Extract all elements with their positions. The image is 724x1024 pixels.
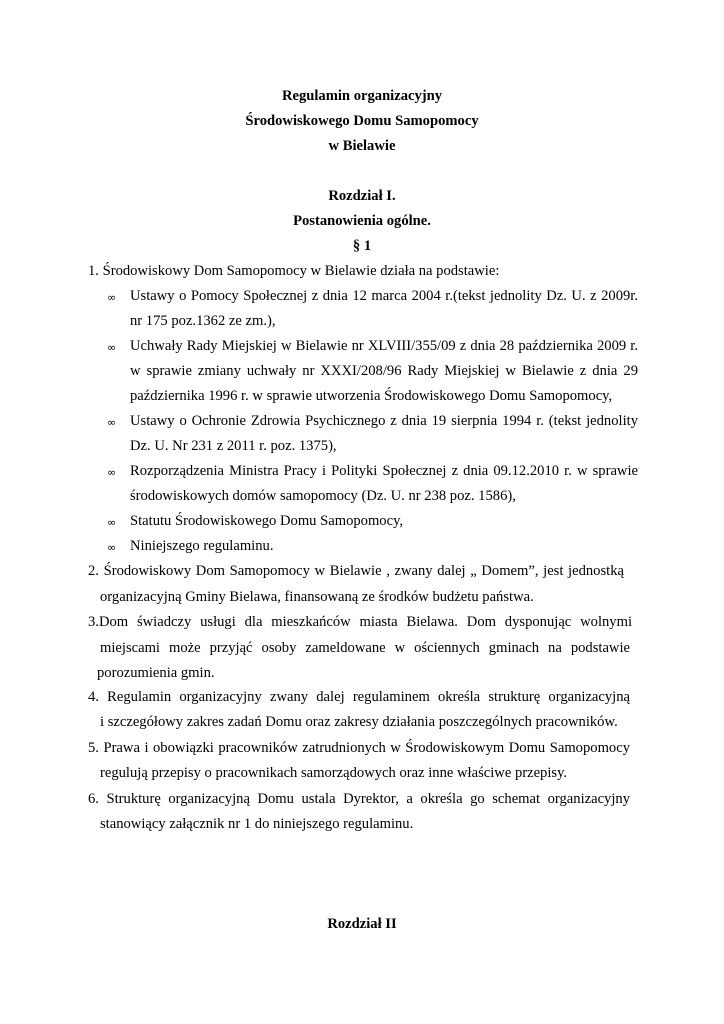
list-item-line: października 1996 r. w sprawie utworzenia Środowiskowego Domu Samopomocy, bbox=[130, 388, 613, 404]
section-1-mark: § 1 bbox=[352, 238, 372, 254]
point-6-line: stanowiący załącznik nr 1 do niniejszego regulaminu. bbox=[100, 816, 414, 832]
point-2-line: organizacyjną Gminy Bielawa, finansowaną ze środków budżetu państwa. bbox=[100, 589, 534, 605]
list-item-line: Niniejszego regulaminu. bbox=[130, 538, 274, 554]
point-1-intro: 1. Środowiskowy Dom Samopomocy w Bielawie działa na podstawie: bbox=[88, 263, 500, 279]
list-item-line: Uchwały Rady Miejskiej w Bielawie nr XLVIII/355/09 z dnia 28 października 2009 r. bbox=[130, 338, 638, 354]
list-item-line: środowiskowych domów samopomocy (Dz. U. nr 238 poz. 1586), bbox=[130, 488, 516, 504]
bullet-icon: ∞ bbox=[107, 291, 117, 304]
list-item-line: Ustawy o Ochronie Zdrowia Psychicznego z dnia 19 sierpnia 1994 r. (tekst jednolity bbox=[130, 413, 638, 429]
point-3-line: miejscami może przyjąć osoby zameldowane w ościennych gminach na podstawie bbox=[100, 640, 630, 656]
bullet-icon: ∞ bbox=[107, 341, 117, 354]
point-4-line: i szczegółowy zakres zadań Domu oraz zakresy działania poszczególnych pracowników. bbox=[100, 714, 618, 730]
point-5-line: 5. Prawa i obowiązki pracowników zatrudnionych w Środowiskowym Domu Samopomocy bbox=[88, 740, 630, 756]
document-title-line-1: Regulamin organizacyjny bbox=[281, 88, 443, 104]
document-title-line-2: Środowiskowego Domu Samopomocy bbox=[245, 113, 479, 129]
document-title-line-3: w Bielawie bbox=[328, 138, 396, 154]
bullet-icon: ∞ bbox=[107, 416, 117, 429]
point-4-line: 4. Regulamin organizacyjny zwany dalej regulaminem określa strukturę organizacyjną bbox=[88, 689, 630, 705]
list-item-line: nr 175 poz.1362 ze zm.), bbox=[130, 313, 276, 329]
point-5-line: regulują przepisy o pracownikach samorządowych oraz inne właściwe przepisy. bbox=[100, 765, 568, 781]
point-2-line: 2. Środowiskowy Dom Samopomocy w Bielawie , zwany dalej „ Domem”, jest jednostką bbox=[88, 563, 624, 579]
point-3-line: porozumienia gmin. bbox=[97, 665, 215, 681]
bullet-icon: ∞ bbox=[107, 516, 117, 529]
point-6-line: 6. Strukturę organizacyjną Domu ustala Dyrektor, a określa go schemat organizacyjny bbox=[88, 791, 630, 807]
list-item-line: Dz. U. Nr 231 z 2011 r. poz. 1375), bbox=[130, 438, 337, 454]
list-item-line: Ustawy o Pomocy Społecznej z dnia 12 marca 2004 r.(tekst jednolity Dz. U. z 2009r. bbox=[130, 288, 638, 304]
list-item-line: Rozporządzenia Ministra Pracy i Polityki Społecznej z dnia 09.12.2010 r. w sprawie bbox=[130, 463, 638, 479]
list-item-line: w sprawie zmiany uchwały nr XXXI/208/96 Rady Miejskiej w Bielawie z dnia 29 bbox=[130, 363, 638, 379]
point-3-line: 3.Dom świadczy usługi dla mieszkańców miasta Bielawa. Dom dysponując wolnymi bbox=[88, 614, 632, 630]
chapter-1-heading: Rozdział I. bbox=[328, 188, 396, 204]
chapter-2-heading: Rozdział II bbox=[327, 916, 397, 932]
chapter-1-subtitle: Postanowienia ogólne. bbox=[293, 213, 431, 229]
list-item-line: Statutu Środowiskowego Domu Samopomocy, bbox=[130, 513, 404, 529]
bullet-icon: ∞ bbox=[107, 541, 117, 554]
bullet-icon: ∞ bbox=[107, 466, 117, 479]
